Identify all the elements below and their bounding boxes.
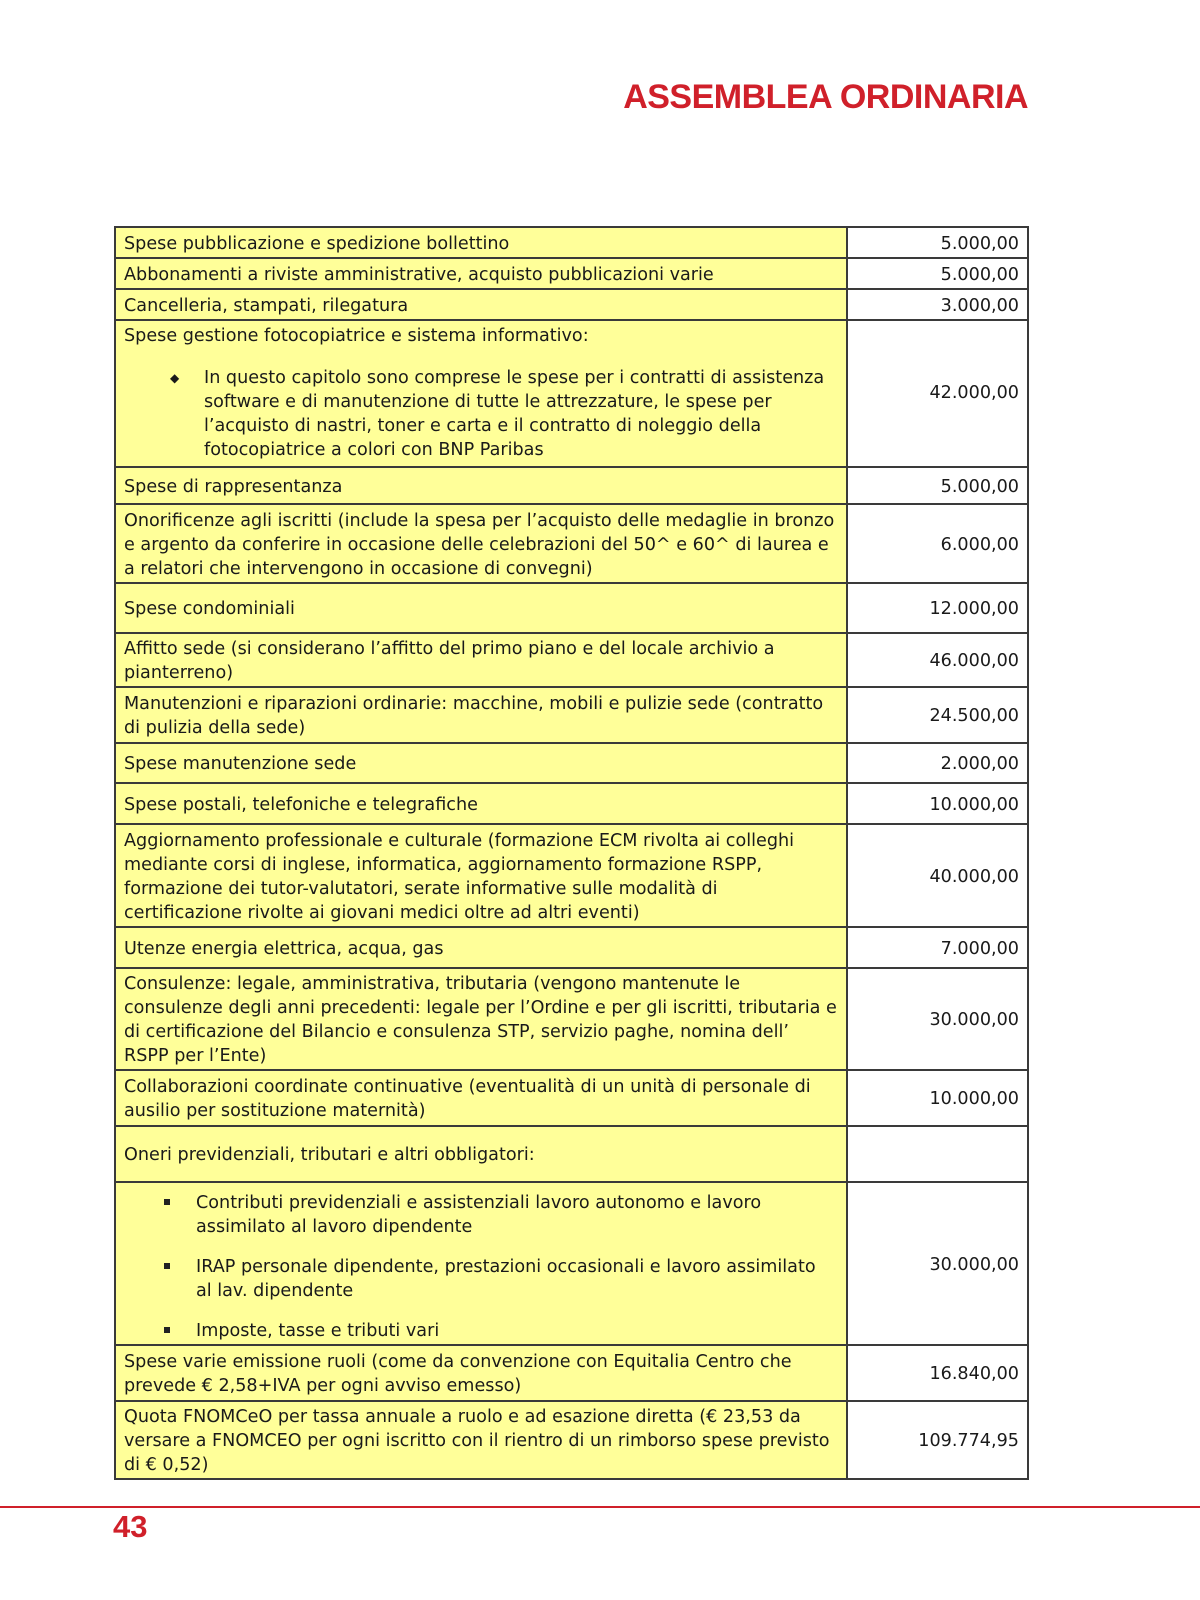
table-row — [115, 289, 1028, 320]
square-bullet-icon — [164, 1327, 170, 1333]
table-row — [115, 927, 1028, 968]
row-description: Affitto sede (si considerano l’affitto del primo piano e del locale archivio a pianterreno) — [115, 633, 847, 687]
row-heading: Spese gestione fotocopiatrice e sistema informativo: — [124, 326, 589, 346]
row-description: Manutenzioni e riparazioni ordinarie: macchine, mobili e pulizie sede (contratto di pulizia della sede) — [115, 687, 847, 743]
bullet-text: In questo capitolo sono comprese le spese per i contratti di assistenza software e di manutenzione di tutte le attrezzature, le spese per l’acquisto di nastri, toner e carta e il contratto di noleggio della fotocopiatrice a colori con BNP Paribas — [204, 368, 825, 460]
table-row — [115, 1126, 1028, 1182]
row-description: Spese manutenzione sede — [115, 743, 847, 783]
row-amount: 10.000,00 — [847, 783, 1028, 824]
row-description: Spese pubblicazione e spedizione bollettino — [115, 227, 847, 258]
square-bullet-icon — [164, 1199, 170, 1205]
row-amount: 46.000,00 — [847, 633, 1028, 687]
table-row — [115, 1070, 1028, 1126]
row-amount: 5.000,00 — [847, 467, 1028, 504]
row-amount: 30.000,00 — [847, 1182, 1028, 1345]
row-description: Spese postali, telefoniche e telegrafiche — [115, 783, 847, 824]
row-description — [115, 1182, 847, 1345]
table-row — [115, 968, 1028, 1070]
row-amount: 42.000,00 — [847, 320, 1028, 467]
row-amount: 2.000,00 — [847, 743, 1028, 783]
table-row — [115, 824, 1028, 927]
row-description: Spese di rappresentanza — [115, 467, 847, 504]
square-bullet-icon — [164, 1263, 170, 1269]
row-amount: 10.000,00 — [847, 1070, 1028, 1126]
bullet-text: Contributi previdenziali e assistenziali lavoro autonomo e lavoro assimilato al lavoro dipendente — [196, 1193, 762, 1237]
page-title: ASSEMBLEA ORDINARIA — [623, 78, 1028, 116]
row-description: Spese varie emissione ruoli (come da convenzione con Equitalia Centro che prevede € 2,58+IVA per ogni avviso emesso) — [115, 1345, 847, 1401]
table-row — [115, 467, 1028, 504]
table-row — [115, 1401, 1028, 1479]
row-amount: 5.000,00 — [847, 227, 1028, 258]
bullet-item — [124, 1191, 838, 1239]
table-row — [115, 1345, 1028, 1401]
table-row — [115, 687, 1028, 743]
row-amount: 6.000,00 — [847, 504, 1028, 583]
bullet-text: IRAP personale dipendente, prestazioni occasionali e lavoro assimilato al lav. dipendente — [196, 1257, 816, 1301]
row-amount: 109.774,95 — [847, 1401, 1028, 1479]
row-amount: 24.500,00 — [847, 687, 1028, 743]
row-description: Onorificenze agli iscritti (include la spesa per l’acquisto delle medaglie in bronzo e argento da conferire in occasione delle celebrazioni del 50^ e 60^ di laurea e a relatori che intervengono in occasione di convegni) — [115, 504, 847, 583]
table-row — [115, 783, 1028, 824]
row-description: Oneri previdenziali, tributari e altri obbligatori: — [115, 1126, 847, 1182]
row-amount: 7.000,00 — [847, 927, 1028, 968]
table-row — [115, 227, 1028, 258]
row-amount — [847, 1126, 1028, 1182]
table-row — [115, 504, 1028, 583]
row-amount: 30.000,00 — [847, 968, 1028, 1070]
row-amount: 3.000,00 — [847, 289, 1028, 320]
row-amount: 40.000,00 — [847, 824, 1028, 927]
table-row — [115, 743, 1028, 783]
row-description: Abbonamenti a riviste amministrative, acquisto pubblicazioni varie — [115, 258, 847, 289]
row-description: Quota FNOMCeO per tassa annuale a ruolo e ad esazione diretta (€ 23,53 da versare a FNOMCEO per ogni iscritto con il rientro di un rimborso spese previsto di € 0,52) — [115, 1401, 847, 1479]
table-row — [115, 320, 1028, 467]
row-description: Collaborazioni coordinate continuative (eventualità di un unità di personale di ausilio per sostituzione maternità) — [115, 1070, 847, 1126]
row-description — [115, 320, 847, 467]
row-amount: 5.000,00 — [847, 258, 1028, 289]
table-row — [115, 258, 1028, 289]
row-amount: 12.000,00 — [847, 583, 1028, 633]
page-number: 43 — [113, 1509, 148, 1544]
footer-divider — [0, 1506, 1200, 1508]
budget-table — [114, 226, 1029, 1480]
table-row — [115, 1182, 1028, 1345]
row-description: Spese condominiali — [115, 583, 847, 633]
row-description: Consulenze: legale, amministrativa, tributaria (vengono mantenute le consulenze degli anni precedenti: legale per l’Ordine e per gli iscritti, tributaria e di certificazione del Bilancio e consulenza STP, servizio paghe, nomina dell’ RSPP per l’Ente) — [115, 968, 847, 1070]
row-description: Aggiornamento professionale e culturale (formazione ECM rivolta ai colleghi mediante corsi di inglese, informatica, aggiornamento formazione RSPP, formazione dei tutor-valutatori, serate informative sulle modalità di certificazione rivolte ai giovani medici oltre ad altri eventi) — [115, 824, 847, 927]
bullet-item — [124, 366, 838, 462]
row-description: Utenze energia elettrica, acqua, gas — [115, 927, 847, 968]
row-description: Cancelleria, stampati, rilegatura — [115, 289, 847, 320]
table-row — [115, 633, 1028, 687]
bullet-item — [124, 1319, 838, 1343]
bullet-text: Imposte, tasse e tributi vari — [196, 1321, 440, 1341]
bullet-item — [124, 1255, 838, 1303]
diamond-bullet-icon: ◆ — [170, 371, 180, 385]
table-row — [115, 583, 1028, 633]
row-amount: 16.840,00 — [847, 1345, 1028, 1401]
